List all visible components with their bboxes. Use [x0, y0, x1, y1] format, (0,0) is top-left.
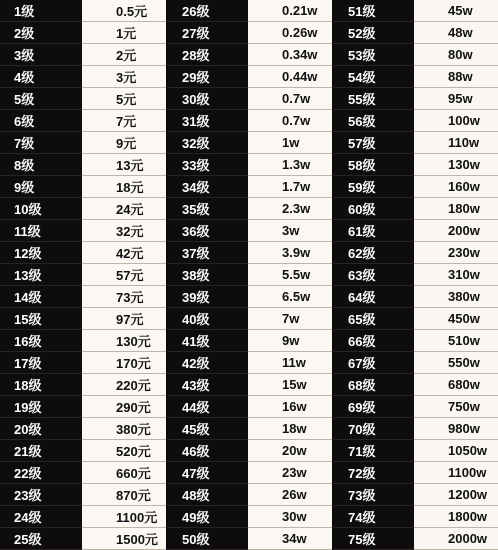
level-value-cell: 34w	[248, 528, 332, 550]
level-value-cell: 200w	[414, 220, 498, 242]
level-label-cell: 33级	[166, 154, 248, 176]
level-value-cell: 0.34w	[248, 44, 332, 66]
level-label-cell: 54级	[332, 66, 414, 88]
level-label-cell: 70级	[332, 418, 414, 440]
level-label-cell: 29级	[166, 66, 248, 88]
level-label-cell: 38级	[166, 264, 248, 286]
level-value-cell: 1.7w	[248, 176, 332, 198]
level-value-cell: 57元	[82, 264, 166, 286]
level-value-cell: 13元	[82, 154, 166, 176]
level-label-cell: 12级	[0, 242, 82, 264]
level-value-cell: 0.21w	[248, 0, 332, 22]
level-value-cell: 980w	[414, 418, 498, 440]
level-label-cell: 72级	[332, 462, 414, 484]
level-value-cell: 24元	[82, 198, 166, 220]
level-value-cell: 510w	[414, 330, 498, 352]
level-label-cell: 67级	[332, 352, 414, 374]
level-value-cell: 130元	[82, 330, 166, 352]
level-label-cell: 5级	[0, 88, 82, 110]
level-label-cell: 19级	[0, 396, 82, 418]
level-value-cell: 380元	[82, 418, 166, 440]
level-label-cell: 42级	[166, 352, 248, 374]
level-label-cell: 18级	[0, 374, 82, 396]
level-label-cell: 44级	[166, 396, 248, 418]
level-value-cell: 230w	[414, 242, 498, 264]
level-label-cell: 47级	[166, 462, 248, 484]
level-label-cell: 74级	[332, 506, 414, 528]
level-value-cell: 1500元	[82, 528, 166, 550]
level-value-cell: 1元	[82, 22, 166, 44]
level-value-cell: 3w	[248, 220, 332, 242]
level-value-cell: 1050w	[414, 440, 498, 462]
level-label-cell: 71级	[332, 440, 414, 462]
level-label-cell: 56级	[332, 110, 414, 132]
level-value-cell: 9元	[82, 132, 166, 154]
level-label-cell: 75级	[332, 528, 414, 550]
level-value-cell: 26w	[248, 484, 332, 506]
level-label-cell: 4级	[0, 66, 82, 88]
level-label-cell: 61级	[332, 220, 414, 242]
level-value-cell: 0.7w	[248, 88, 332, 110]
level-value-cell: 88w	[414, 66, 498, 88]
level-label-cell: 2级	[0, 22, 82, 44]
level-label-cell: 3级	[0, 44, 82, 66]
level-value-cell: 750w	[414, 396, 498, 418]
level-value-cell: 1100元	[82, 506, 166, 528]
level-value-cell: 73元	[82, 286, 166, 308]
level-label-cell: 21级	[0, 440, 82, 462]
level-value-cell: 7元	[82, 110, 166, 132]
level-value-cell: 80w	[414, 44, 498, 66]
level-label-cell: 59级	[332, 176, 414, 198]
level-value-cell: 45w	[414, 0, 498, 22]
level-label-cell: 73级	[332, 484, 414, 506]
level-label-cell: 11级	[0, 220, 82, 242]
level-label-cell: 32级	[166, 132, 248, 154]
level-label-cell: 68级	[332, 374, 414, 396]
level-value-cell: 380w	[414, 286, 498, 308]
level-value-cell: 0.26w	[248, 22, 332, 44]
level-label-cell: 50级	[166, 528, 248, 550]
level-label-cell: 69级	[332, 396, 414, 418]
level-value-cell: 180w	[414, 198, 498, 220]
level-value-cell: 18元	[82, 176, 166, 198]
level-label-cell: 35级	[166, 198, 248, 220]
level-label-cell: 66级	[332, 330, 414, 352]
level-label-cell: 13级	[0, 264, 82, 286]
level-value-cell: 110w	[414, 132, 498, 154]
level-label-cell: 31级	[166, 110, 248, 132]
level-value-cell: 2000w	[414, 528, 498, 550]
level-label-cell: 45级	[166, 418, 248, 440]
level-value-cell: 15w	[248, 374, 332, 396]
level-label-cell: 15级	[0, 308, 82, 330]
level-value-cell: 660元	[82, 462, 166, 484]
level-value-cell: 130w	[414, 154, 498, 176]
level-label-cell: 17级	[0, 352, 82, 374]
level-label-cell: 63级	[332, 264, 414, 286]
level-label-cell: 1级	[0, 0, 82, 22]
level-value-cell: 0.44w	[248, 66, 332, 88]
level-label-cell: 30级	[166, 88, 248, 110]
level-value-cell: 95w	[414, 88, 498, 110]
level-value-cell: 16w	[248, 396, 332, 418]
level-value-cell: 2元	[82, 44, 166, 66]
level-value-cell: 32元	[82, 220, 166, 242]
level-value-cell: 870元	[82, 484, 166, 506]
level-label-cell: 43级	[166, 374, 248, 396]
level-value-cell: 680w	[414, 374, 498, 396]
level-value-cell: 30w	[248, 506, 332, 528]
level-label-cell: 40级	[166, 308, 248, 330]
level-value-cell: 48w	[414, 22, 498, 44]
level-value-cell: 550w	[414, 352, 498, 374]
level-label-cell: 27级	[166, 22, 248, 44]
level-value-cell: 100w	[414, 110, 498, 132]
level-label-cell: 53级	[332, 44, 414, 66]
level-label-cell: 60级	[332, 198, 414, 220]
level-value-cell: 7w	[248, 308, 332, 330]
level-label-cell: 22级	[0, 462, 82, 484]
level-value-cell: 6.5w	[248, 286, 332, 308]
level-value-cell: 97元	[82, 308, 166, 330]
level-value-cell: 170元	[82, 352, 166, 374]
level-value-cell: 3元	[82, 66, 166, 88]
level-label-cell: 41级	[166, 330, 248, 352]
level-value-cell: 220元	[82, 374, 166, 396]
level-label-cell: 16级	[0, 330, 82, 352]
level-value-cell: 9w	[248, 330, 332, 352]
level-label-cell: 26级	[166, 0, 248, 22]
level-value-cell: 520元	[82, 440, 166, 462]
level-value-cell: 1800w	[414, 506, 498, 528]
level-label-cell: 46级	[166, 440, 248, 462]
level-value-cell: 20w	[248, 440, 332, 462]
level-value-cell: 23w	[248, 462, 332, 484]
level-value-cell: 1.3w	[248, 154, 332, 176]
level-value-cell: 11w	[248, 352, 332, 374]
level-label-cell: 24级	[0, 506, 82, 528]
level-value-cell: 2.3w	[248, 198, 332, 220]
level-value-cell: 1w	[248, 132, 332, 154]
level-label-cell: 6级	[0, 110, 82, 132]
level-value-cell: 5元	[82, 88, 166, 110]
level-label-cell: 8级	[0, 154, 82, 176]
level-label-cell: 58级	[332, 154, 414, 176]
level-value-cell: 310w	[414, 264, 498, 286]
level-label-cell: 28级	[166, 44, 248, 66]
level-label-cell: 55级	[332, 88, 414, 110]
level-label-cell: 62级	[332, 242, 414, 264]
level-value-cell: 18w	[248, 418, 332, 440]
level-label-cell: 48级	[166, 484, 248, 506]
level-value-cell: 0.7w	[248, 110, 332, 132]
level-label-cell: 39级	[166, 286, 248, 308]
level-label-cell: 37级	[166, 242, 248, 264]
level-value-cell: 450w	[414, 308, 498, 330]
level-value-cell: 290元	[82, 396, 166, 418]
level-label-cell: 14级	[0, 286, 82, 308]
level-label-cell: 36级	[166, 220, 248, 242]
level-value-cell: 42元	[82, 242, 166, 264]
level-value-cell: 0.5元	[82, 0, 166, 22]
level-label-cell: 49级	[166, 506, 248, 528]
level-value-cell: 160w	[414, 176, 498, 198]
level-label-cell: 23级	[0, 484, 82, 506]
level-label-cell: 51级	[332, 0, 414, 22]
level-label-cell: 25级	[0, 528, 82, 550]
level-label-cell: 9级	[0, 176, 82, 198]
level-value-cell: 3.9w	[248, 242, 332, 264]
level-label-cell: 10级	[0, 198, 82, 220]
level-label-cell: 64级	[332, 286, 414, 308]
level-label-cell: 34级	[166, 176, 248, 198]
level-label-cell: 20级	[0, 418, 82, 440]
level-label-cell: 57级	[332, 132, 414, 154]
level-value-cell: 5.5w	[248, 264, 332, 286]
level-label-cell: 7级	[0, 132, 82, 154]
level-label-cell: 65级	[332, 308, 414, 330]
level-value-cell: 1200w	[414, 484, 498, 506]
level-label-cell: 52级	[332, 22, 414, 44]
level-value-cell: 1100w	[414, 462, 498, 484]
